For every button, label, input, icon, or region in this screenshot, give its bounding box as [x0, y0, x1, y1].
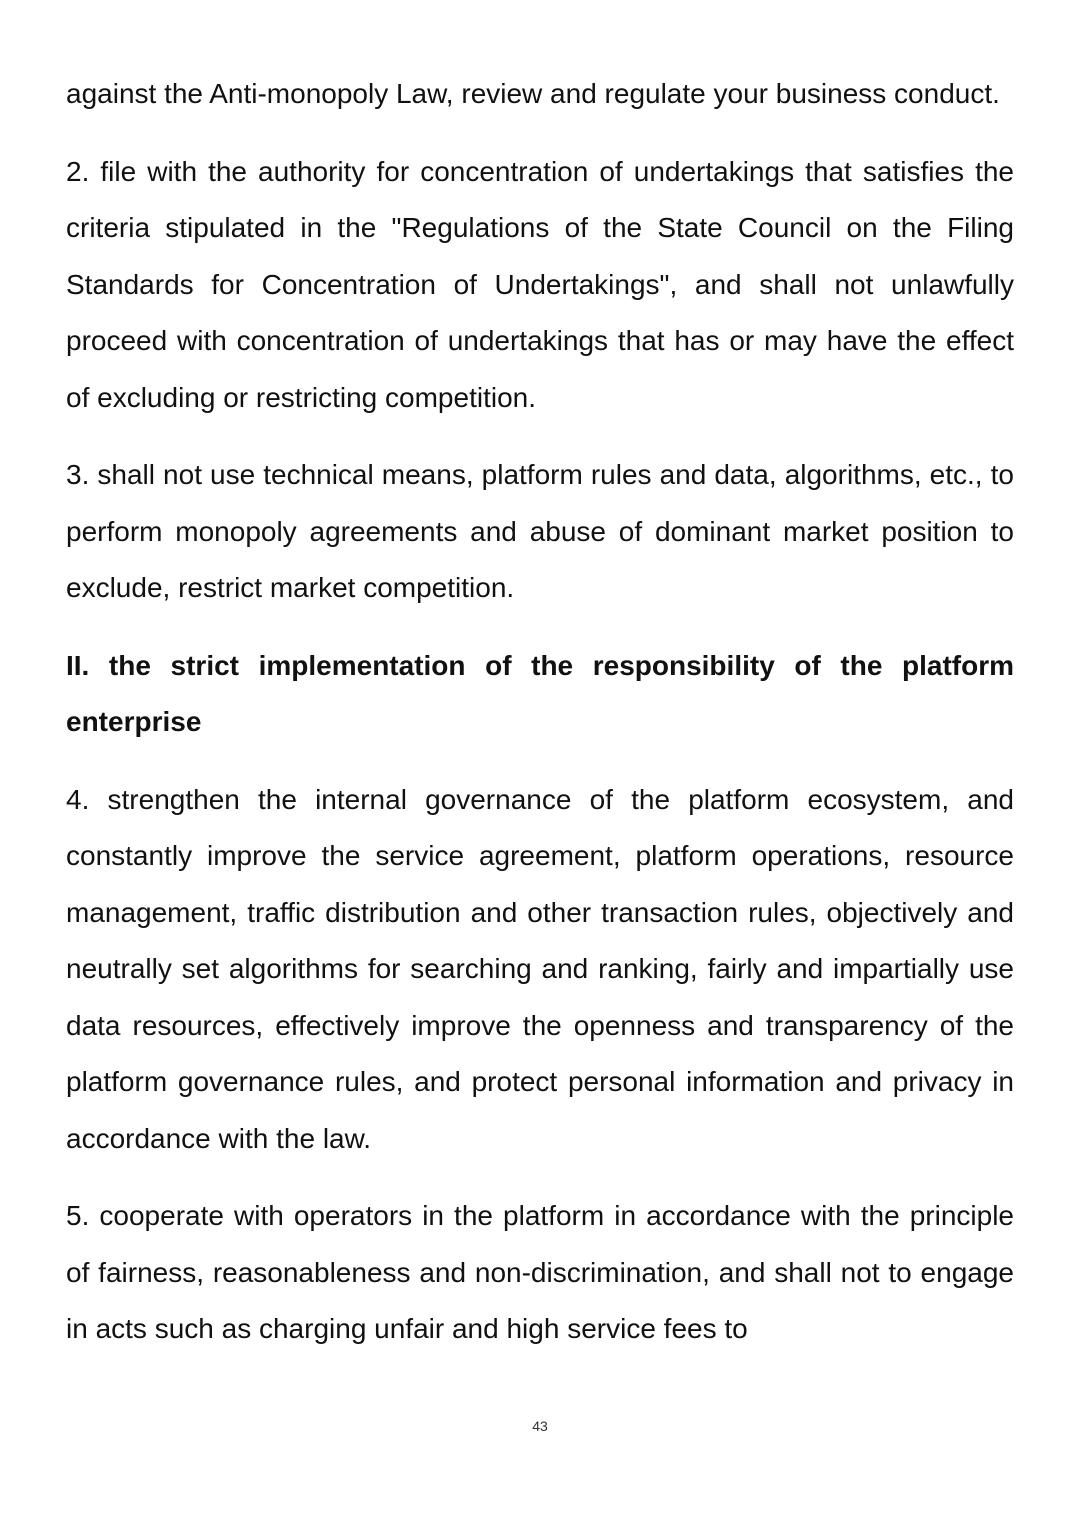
paragraph-continuation: against the Anti-monopoly Law, review and regulate your business conduct.	[66, 78, 1000, 109]
paragraph-item-4: 4. strengthen the internal governance of the platform ecosystem, and constantly improve the service agreement, platform operations, resource management, traffic distribution and other transaction rules, objectively and neutrally set algorithms for searching and ranking, fairly and impartially use data resources, effectively improve the openness and transparency of the platform governance rules, and protect personal information and privacy in accordance with the law.	[66, 783, 1014, 1154]
paragraph-item-5: 5. cooperate with operators in the platform in accordance with the principle of fairness, reasonableness and non-discrimination, and shall not to engage in acts such as charging unfair and high service fees to	[66, 1200, 1014, 1344]
paragraph-item-3: 3. shall not use technical means, platform rules and data, algorithms, etc., to perform monopoly agreements and abuse of dominant market position to exclude, restrict market competition.	[66, 459, 1014, 603]
section-heading: II. the strict implementation of the responsibility of the platform enterprise	[66, 649, 1014, 737]
paragraph-item-2: 2. file with the authority for concentration of undertakings that satisfies the criteria stipulated in the "Regulations of the State Council on the Filing Standards for Concentration of Undertakings", and shall not unlawfully proceed with concentration of undertakings that has or may have the effect of excluding or restricting competition.	[66, 155, 1014, 413]
page-number: 43	[532, 1418, 548, 1434]
document-body	[66, 66, 1014, 1379]
